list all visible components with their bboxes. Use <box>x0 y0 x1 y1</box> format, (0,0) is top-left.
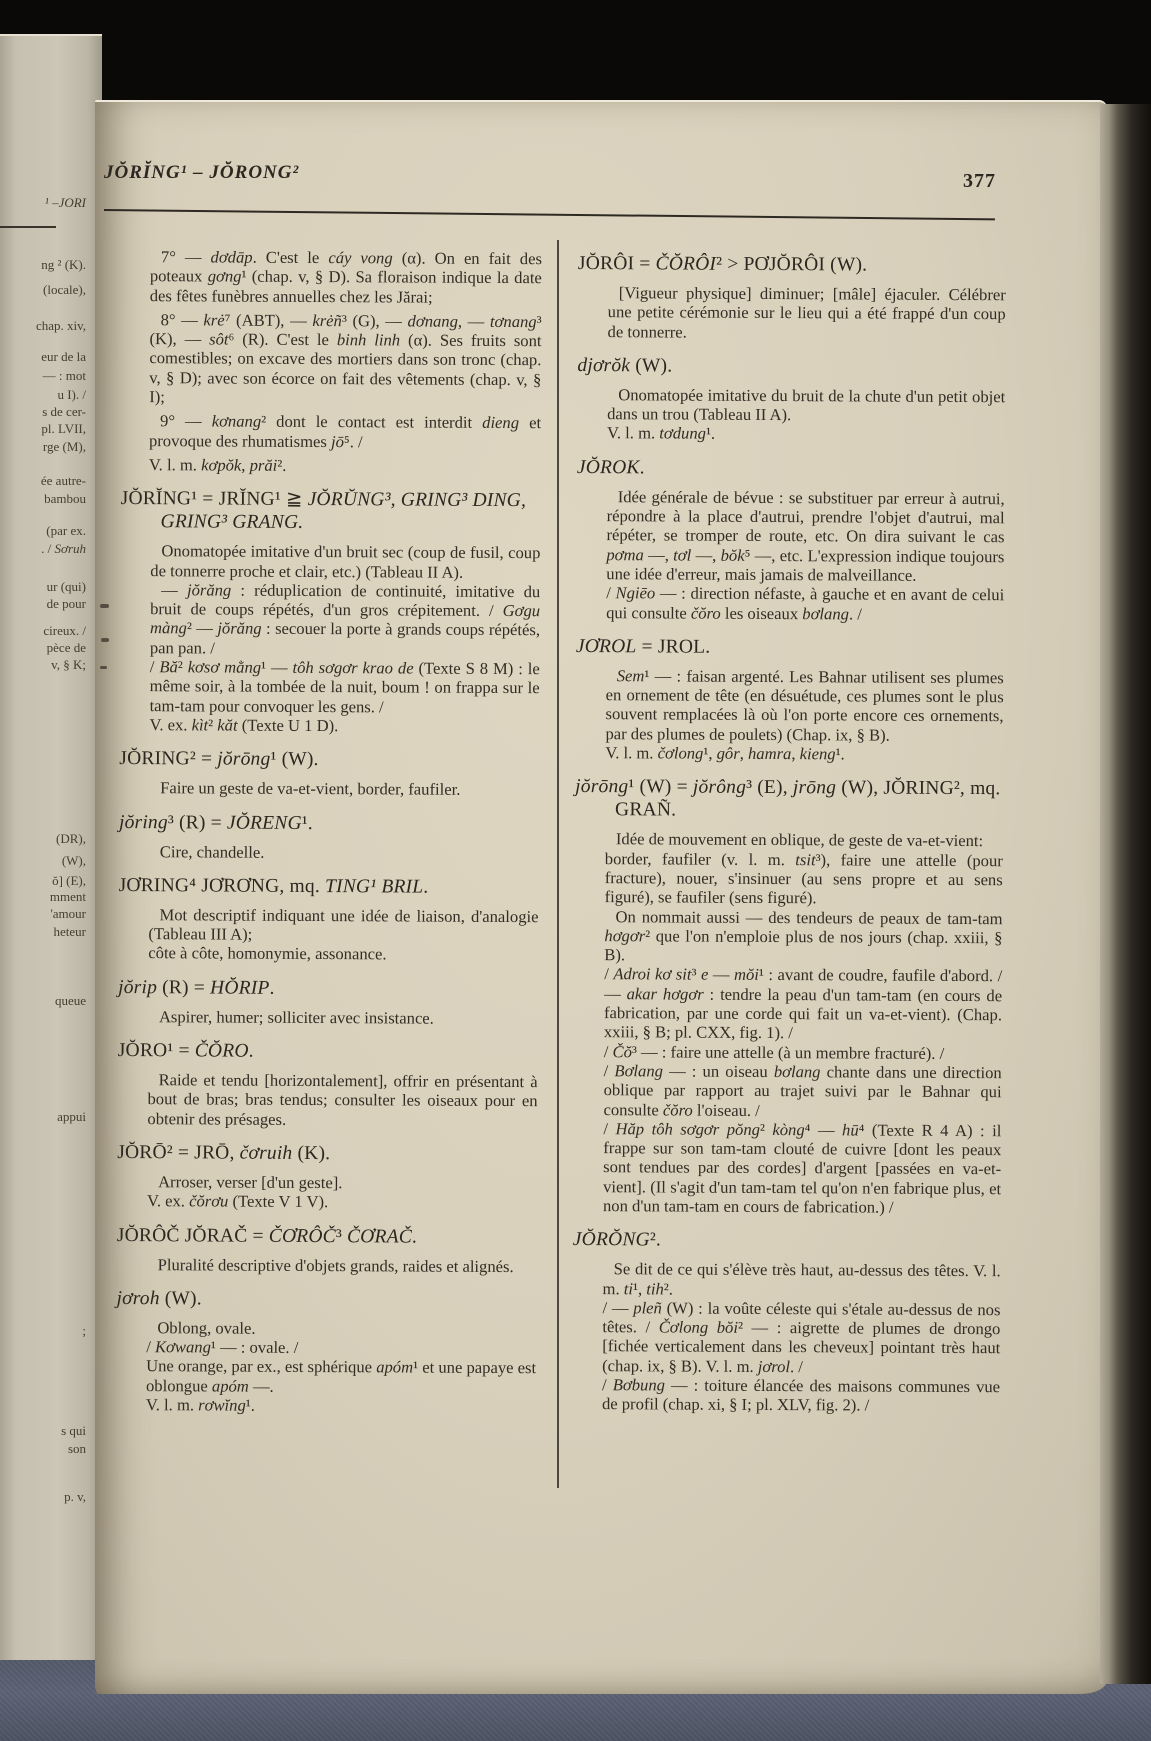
entry-body <box>149 842 539 863</box>
entry-paragraph: Onomatopée imitative du bruit de la chute d'un petit objet dans un trou (Tableau II A). <box>607 385 1006 425</box>
entry-paragraph: Idée de mouvement en oblique, de geste de va-et-vient: <box>615 829 984 851</box>
entry-headword: JŎRŌ² = JRŌ, čơruih (K). <box>117 1141 331 1165</box>
entry-body <box>149 541 540 736</box>
entry-headword: JŎRŎNG². <box>572 1229 662 1251</box>
entry-headword: JŎRÔI = ČŎRÔI² > PƠJŎRÔI (W). <box>577 252 868 276</box>
entry-headword: JŎRÔČ JŎRAČ = ČƠRÔČ³ ČƠRAČ. <box>116 1224 418 1248</box>
margin-fragment: ; <box>82 1323 86 1338</box>
entry-paragraph: Pluralité descriptive d'objets grands, raides et alignés. <box>157 1254 514 1276</box>
entry-paragraph: Cire, chandelle. <box>159 841 265 862</box>
entry-paragraph: Sem¹ — : faisan argenté. Les Bahnar utilisent ses plumes en ornement de tête (en désuétude, ces plumes sont le plus souvent remplacées là où l'on porte encore ces ornements, par des plumes de poulets) (Chap. ix, § B). <box>605 666 1004 745</box>
margin-fragment: p. v, <box>64 1489 86 1504</box>
margin-fragment: eur de la <box>41 349 86 364</box>
entry-paragraph: Une orange, par ex., est sphérique apóm¹ et une papaye est oblongue apóm —. <box>145 1356 537 1396</box>
entry-paragraph: — jŏrăng : réduplication de continuité, imitative du bruit de coups répétés, d'un gros crépitement. / Gơgu màng² — jŏrăng : secouer la porte à grands coups répétés, pan pan. / <box>149 580 541 658</box>
entry-paragraph: / Čŏ³ — : faire une attelle (à un membre fracturé). / <box>603 1041 945 1063</box>
entry-body <box>602 1259 1001 1415</box>
margin-fragment: (locale), <box>43 282 86 297</box>
entry-paragraph: Raide et tendu [horizontalement], offrir en présentant à bout de bras; bras tendus; consulter les oiseaux pour en obtenir des présages. <box>147 1070 538 1129</box>
previous-page-edge <box>0 34 102 1660</box>
entry-paragraph: 7° — dơdāp. C'est le cáy vong (α). On en fait des poteaux gơng¹ (chap. v, § D). Sa floraison indique la date des fêtes funèbres annuelles chez les Jărai; <box>149 247 543 307</box>
margin-fragment: — : mot <box>42 368 86 383</box>
entry-paragraph: Oblong, ovale. <box>157 1317 256 1338</box>
dictionary-entry <box>572 1228 1001 1416</box>
margin-fragment: queue <box>54 993 86 1008</box>
margin-fragment: ur (qui) <box>46 579 86 594</box>
entry-body <box>149 247 542 476</box>
entry-paragraph: / Ngiēo — : direction néfaste, à gauche et en avant de celui qui consulte čŏro les oiseaux bơlang. / <box>606 583 1005 624</box>
margin-fragment: ŏ] (E), <box>52 873 86 888</box>
margin-fragment: pl. LVII, <box>41 421 86 436</box>
ink-smudge <box>100 666 107 669</box>
entry-paragraph: / Bơlang — : un oiseau bơlang chante dans une direction oblique par rapport au trajet suivi par le Bahnar qui consulte čŏro l'oiseau. / <box>603 1061 1002 1120</box>
entry-paragraph: border, faufiler (v. l. m. tsit³), faire une attelle (pour fracture), nouer, s'insinuer (au sens propre et au sens figuré), se faufiler (sens figuré). <box>604 848 1003 908</box>
entry-body <box>603 829 1003 1217</box>
margin-fragment: s de cer- <box>42 404 86 419</box>
entry-paragraph: / Bă² kơsơ mằng¹ — tôh sơgơr krao de (Texte S 8 M) : le même soir, à la tombée de la nuit, boum ! on frappa sur le tam-tam pour convoquer les gens. / <box>149 657 540 717</box>
margin-fragment: (W), <box>61 853 86 868</box>
dictionary-entry <box>118 976 538 1028</box>
margin-fragment: de pour <box>46 596 86 611</box>
entry-body <box>147 1255 537 1276</box>
margin-fragment: chap. xiv, <box>35 318 86 333</box>
entry-paragraph: Aspirer, humer; solliciter avec insistance. <box>158 1006 434 1028</box>
entry-paragraph: Idée générale de bévue : se substituer par erreur à autrui, répondre à la place d'autrui, prendre l'objet d'autrui, mal répéter, se tromper de route, etc. On dira suivant le cas pơma —, tơl —, bŏk⁵ —, etc. L'expression indique toujours une idée d'erreur, mais jamais de malveillance. <box>606 486 1005 585</box>
entry-paragraph: Onomatopée imitative d'un bruit sec (coup de fusil, coup de tonnerre proche et clair, etc.) (Tableau II A). <box>150 541 541 582</box>
entry-headword: jŏring³ (R) = JŎRENG¹. <box>118 811 313 834</box>
entry-paragraph: V. l. m. kơpŏk, prăi². <box>148 455 287 475</box>
running-header: JŎRĬNG¹ – JŎRONG² <box>104 162 300 183</box>
entry-headword: jŏrip (R) = HŎRIP. <box>118 976 275 999</box>
entry-body <box>607 385 1005 445</box>
dictionary-entry <box>119 487 540 736</box>
entry-headword: jŏrōng¹ (W) = jŏrông³ (E), jrōng (W), JŎRING², mq. GRAÑ. <box>575 776 1001 821</box>
margin-fragment: 'amour <box>50 906 86 921</box>
margin-fragment: appui <box>57 1109 86 1124</box>
margin-fragment: ng ² (K). <box>41 257 86 272</box>
fore-edge-page-stack <box>1100 104 1151 1684</box>
entry-paragraph: Se dit de ce qui s'élève très haut, au-dessus des têtes. V. l. m. ti¹, tih². <box>602 1259 1001 1299</box>
margin-fragment: ¹ –JORI <box>44 195 86 210</box>
margin-fragment: . / Sơruh <box>41 541 86 556</box>
entry-body <box>148 905 538 965</box>
dictionary-entry <box>576 456 1005 624</box>
dictionary-entry <box>117 1039 537 1130</box>
entry-paragraph: / — pleñ (W) : la voûte céleste qui s'étale au-dessus de nos têtes. / Čơlong bŏi² — : aigrette de plumes de drongo [fichée verticalement dans les cheveux] pointant très haut (chap. ix, § B). V. l. m. jơrol. / <box>602 1298 1001 1376</box>
dictionary-entry <box>573 775 1003 1217</box>
entry-paragraph: / Adroi kơ sit³ e — mŏi¹ : avant de coudre, faufile d'abord. / — akar hơgơr : tendre la peau d'un tam-tam (en cours de fabrication, par une corde qui fait un va-et-vient). (Chap. xxiii, § B; pl. CXX, fig. 1). / <box>603 964 1003 1043</box>
entry-body <box>149 778 539 799</box>
entry-body <box>146 1318 536 1417</box>
margin-fragment: v, § K; <box>51 657 86 672</box>
ink-smudge <box>100 604 109 608</box>
entry-paragraph: V. ex. čŏrơu (Texte V 1 V). <box>146 1191 329 1212</box>
entry-paragraph: V. ex. kìt² kăt (Texte U 1 D). <box>149 715 339 736</box>
entry-paragraph: 8° — krė⁷ (ABT), — krėñ³ (G), — dơnang, — tơnang³ (K), — sôt⁶ (R). C'est le binh linh (α). Ses fruits sont comestibles; on excave des mortiers dans son tronc (chap. v, § D); avec son écorce on fait des vêtements (chap. v, § I); <box>149 310 542 407</box>
entry-paragraph: V. l. m. rơwĭng¹. <box>145 1395 255 1415</box>
entry-headword: djơrŏk (W). <box>577 354 673 377</box>
entry-body <box>606 487 1005 624</box>
margin-fragment: mment <box>49 889 86 904</box>
dictionary-entry <box>119 747 539 799</box>
entry-body <box>148 1007 538 1028</box>
column-divider <box>557 240 559 1488</box>
dictionary-entry <box>575 635 1004 765</box>
dictionary-entry <box>118 874 538 965</box>
entry-body <box>147 1172 537 1213</box>
margin-fragment: (par ex. <box>46 523 86 538</box>
margin-fragment: bambou <box>44 491 86 506</box>
margin-fragment: pèce de <box>46 640 86 655</box>
entry-paragraph: V. l. m. tơdung¹. <box>607 423 716 444</box>
dictionary-entry <box>117 1141 537 1213</box>
dictionary-entry-continuation <box>121 247 542 476</box>
margin-fragment: s qui <box>61 1423 86 1438</box>
entry-body <box>608 283 1006 343</box>
page-number: 377 <box>963 170 996 192</box>
entry-body <box>605 666 1003 765</box>
entry-paragraph: Mot descriptif indiquant une idée de liaison, d'analogie (Tableau III A); <box>148 905 539 944</box>
entry-paragraph: / Hăp tôh sơgơr pŏng² kòng⁴ — hū⁴ (Texte R 4 A) : il frappe sur son tam-tam clouté de cuivre [dont les peaux sont tendues par des cordes] d'argent [passées en va-et-vient]. (Il s'agit d'un tam-tam tel qu'on n'en fabrique plus, et non d'un tam-tam en cours de fabrication.) / <box>602 1118 1002 1217</box>
entry-headword: jơroh (W). <box>116 1287 202 1310</box>
entry-headword: JŎRĬNG¹ = JRĬNG¹ ≧ JŎRŬNG³, GRING³ DING, GRING³ GRANG. <box>120 488 527 534</box>
entry-paragraph: côte à côte, homonymie, assonance. <box>148 943 387 964</box>
entry-body <box>147 1070 537 1130</box>
margin-fragment: son <box>67 1441 86 1456</box>
margin-fragment: rge (M), <box>42 439 86 454</box>
margin-fragment: u I). / <box>57 387 86 402</box>
dictionary-column-right <box>572 252 1006 1416</box>
entry-paragraph: V. l. m. čơlong¹, gôr, hamra, kieng¹. <box>605 743 845 764</box>
dictionary-entry <box>577 354 1005 445</box>
entry-paragraph: / Bơbung — : toiture élancée des maisons communes vue de profil (chap. xi, § I; pl. XLV, fig. 2). / <box>601 1375 1001 1415</box>
dictionary-entry <box>116 1287 537 1417</box>
entry-headword: JŎRO¹ = ČŎRO. <box>117 1040 254 1062</box>
entry-paragraph: 9° — kơnang² dont le contact est interdit dieng et provoque des rhumatismes jō⁵. / <box>148 411 542 451</box>
entry-headword: JŎRING² = jŏrōng¹ (W). <box>119 748 319 771</box>
dictionary-entry <box>117 1223 537 1275</box>
entry-paragraph: / Kơwang¹ — : ovale. / <box>146 1337 299 1358</box>
previous-page-header-rule <box>0 226 56 228</box>
dictionary-column-left <box>116 247 542 1416</box>
margin-fragment: cireux. / <box>43 623 86 638</box>
entry-headword: JƠRING⁴ JƠRƠNG, mq. TING¹ BRIL. <box>118 874 429 898</box>
entry-paragraph: On nommait aussi — des tendeurs de peaux de tam-tam hơgơr² que l'on n'emploie plus de nos jours (chap. xxiii, § B). <box>604 906 1003 965</box>
dictionary-entry <box>578 252 1006 343</box>
margin-fragment: heteur <box>53 924 86 939</box>
entry-paragraph: [Vigueur physique] diminuer; [mâle] éjaculer. Célébrer une petite cérémonie sur le lieu qui a été frappé d'un coup de tonnerre. <box>607 283 1006 342</box>
entry-headword: JƠROL = JROL. <box>575 635 711 658</box>
dictionary-entry <box>119 811 539 863</box>
entry-paragraph: Arroser, verser [d'un geste]. <box>158 1172 343 1193</box>
margin-fragment: (DR), <box>56 831 86 846</box>
entry-headword: JŎROK. <box>576 456 645 479</box>
margin-fragment: ée autre- <box>40 473 86 488</box>
ink-smudge <box>101 638 109 642</box>
entry-paragraph: Faire un geste de va-et-vient, border, faufiler. <box>160 778 461 800</box>
